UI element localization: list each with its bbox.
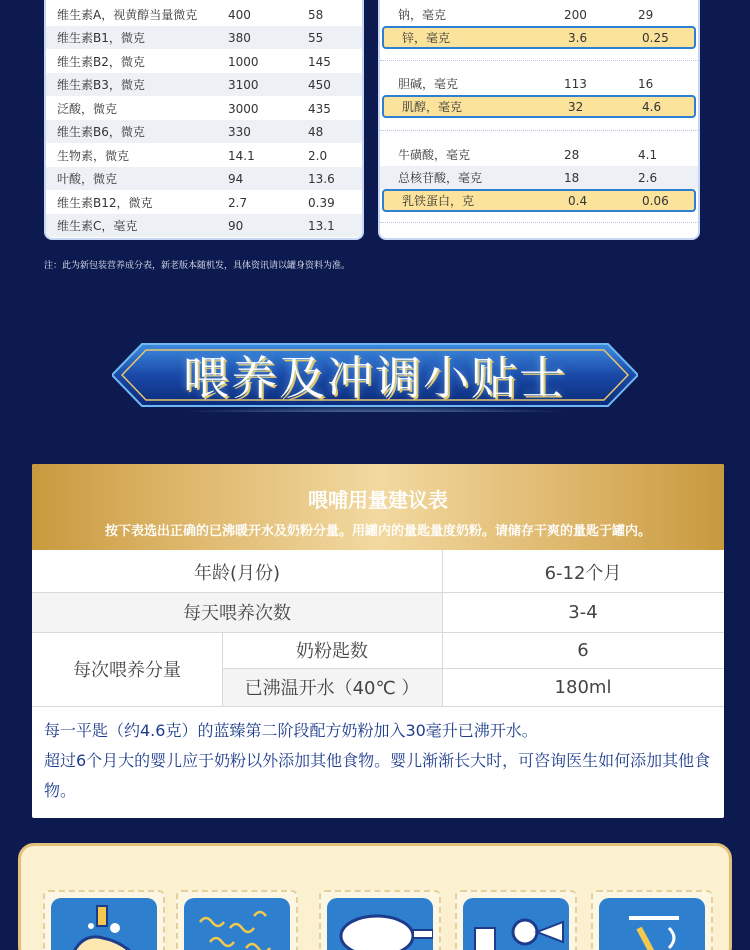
step-card <box>319 890 441 950</box>
step-card <box>43 890 165 950</box>
nutrition-table-right <box>378 0 700 240</box>
bottle-icon <box>463 898 569 950</box>
nutrition-row: 牛磺酸，毫克 28 4.1 <box>398 147 658 162</box>
times-value: 3-4 <box>568 601 598 623</box>
nutrition-row: 叶酸，微克 94 13.6 <box>46 167 362 190</box>
pot-icon <box>327 898 433 950</box>
instruction-line: 超过6个月大的婴儿应于奶粉以外添加其他食物。婴儿渐渐长大时，可咨询医生如何添加其他食物。 <box>44 751 711 800</box>
age-value: 6-12个月 <box>544 563 622 584</box>
nutrition-row: 维生素C，毫克 90 13.1 <box>46 214 362 237</box>
nutrition-row: 维生素B2，微克 1000 145 <box>57 54 331 69</box>
feeding-instructions <box>44 716 716 806</box>
nutrition-row: 维生素A，视黄醇当量微克 400 58 <box>57 7 324 22</box>
nutrition-row: 维生素B3，微克 3100 450 <box>46 73 362 96</box>
nutrition-row-highlighted: 锌，毫克 3.6 0.25 <box>382 26 696 49</box>
nutrition-row: 钠，毫克 200 29 <box>398 7 654 22</box>
times-label: 每天喂养次数 <box>183 603 291 624</box>
nutrition-row: 维生素B6，微克 330 48 <box>46 120 362 143</box>
nutrition-row: 胆碱，毫克 113 16 <box>398 76 654 91</box>
step-card <box>591 890 713 950</box>
divider <box>380 130 698 131</box>
nutrition-row: 总核苷酸，毫克 18 2.6 <box>380 166 698 189</box>
feeding-guide-subtitle: 按下表选出正确的已沸暖开水及奶粉分量。用罐内的量匙量度奶粉。请储存干爽的量匙于罐内。 <box>104 524 651 539</box>
preparation-steps-panel <box>18 843 732 950</box>
scoops-label: 奶粉匙数 <box>296 641 368 662</box>
scoops-value: 6 <box>577 639 589 661</box>
divider <box>380 60 698 61</box>
nutrition-table-left <box>44 0 364 240</box>
nutrition-row: 维生素B12，微克 2.7 0.39 <box>57 195 335 210</box>
nutrition-row: 生物素，微克 14.1 2.0 <box>57 148 328 163</box>
banner-title: 喂养及冲调小贴士 <box>183 351 567 405</box>
section-banner <box>112 338 638 412</box>
water-value: 180ml <box>554 676 612 698</box>
feeding-guide-title: 喂哺用量建议表 <box>308 488 448 512</box>
instruction-line: 每一平匙（约4.6克）的蓝臻第二阶段配方奶粉加入30毫升已沸开水。 <box>44 721 538 740</box>
step-card <box>176 890 298 950</box>
nutrition-row: 维生素B1，微克 380 55 <box>46 26 362 49</box>
hand-wash-icon <box>51 898 157 950</box>
footnote: 注：此为新包装营养成分表，新老版本随机发，具体资讯请以罐身资料为准。 <box>44 261 351 271</box>
portion-label: 每次喂养分量 <box>73 660 181 681</box>
feeding-guide-header <box>32 464 724 550</box>
table-line <box>32 706 724 707</box>
water-label: 已沸温开水（40℃ ） <box>244 678 420 699</box>
divider <box>380 222 698 223</box>
age-label: 年龄(月份) <box>193 563 281 584</box>
scoop-icon <box>599 898 705 950</box>
nutrition-row-highlighted: 肌醇，毫克 32 4.6 <box>382 95 696 118</box>
steam-icon <box>184 898 290 950</box>
nutrition-row-highlighted: 乳铁蛋白，克 0.4 0.06 <box>382 189 696 212</box>
nutrition-row: 泛酸，微克 3000 435 <box>57 101 331 116</box>
feeding-guide-card <box>32 464 724 818</box>
step-card <box>455 890 577 950</box>
